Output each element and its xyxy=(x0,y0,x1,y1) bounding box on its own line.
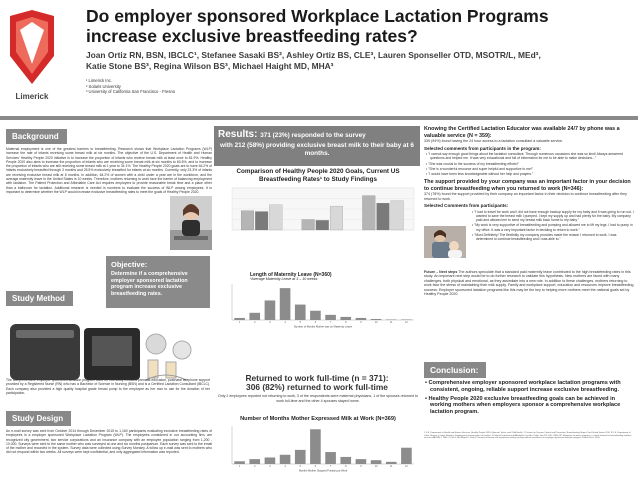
chart-2-bar xyxy=(340,317,351,320)
chart-1-bar xyxy=(377,203,390,230)
conclusion-section xyxy=(424,360,634,424)
chart-3-tick-label: 10 xyxy=(374,465,378,468)
returned-heading-2: 306 (82%) returned to work full-time xyxy=(246,382,388,392)
chart-3-tick-label: 1 xyxy=(238,465,241,468)
chart-3-bar xyxy=(325,452,336,464)
chart-3-bar xyxy=(265,457,276,464)
future-paragraph xyxy=(424,270,634,296)
design-text: An e-mail survey was sent from October 2014 through December 2015 to 1,160 participants evaluating exclusive breastfeeding rates of employees in a employer sponsored Workplace Lactation Program (WLP). The employees considered in our accounting firm, are recognized city government, two service corporations and an insurance company with an employee population ranging from 1,200 - 10,000. Surveys were sent to the same mother who was surveyed at one and six months postpartum. Each survey was sent to the email of the mother and recorded in the system. Survey data were collected using Survey Monkey. A follow up e-mail was sent to mothers who did not respond within two weeks. All surveys were kept confidential, and only aggregated information was reported. xyxy=(6,429,212,455)
results-line-1: 371 (23%) responded to the survey xyxy=(260,132,366,139)
affiliation-2: ² Solaris University xyxy=(86,83,121,89)
knowing-heading: Knowing the Certified Lactation Educator was available 24/7 by phone was a valuable service (N = 359): xyxy=(424,126,620,139)
mother-baby-photo xyxy=(424,226,466,258)
objective-text: Determine if a comprehensive employer sponsored lactation program increase exclusive breastfeeding rates. xyxy=(111,271,188,297)
quote-1: • "I cannot say enough good things about the lactation consultant. Through numerous occasions she was so kind! Always answered questions and helped me. It was very educational and full of information for me to be able to make decisions..." xyxy=(426,152,624,161)
chart-2-tick-label: 4 xyxy=(284,321,286,324)
design-section xyxy=(6,408,212,455)
chart-2-bar xyxy=(234,318,245,320)
chart-3-tick-label: 9 xyxy=(360,465,362,468)
design-heading: Study Design xyxy=(6,411,71,426)
chart-3-x-label: Months Mother Stopped Pumping at Work xyxy=(298,469,348,472)
chart-1-bar xyxy=(316,220,329,230)
quote-6: • "My work is very supportive of breastfeeding and pumping and allowed me to lift my legs. I had to pump in my office. It was a very important factor in deciding to return to work." xyxy=(472,223,633,232)
chart-3-bar xyxy=(280,455,291,464)
chart-2-subtitle: *Average Maternity Leave at 3 – 10 weeks xyxy=(250,277,318,281)
pump-kit-photo xyxy=(6,320,210,420)
chart-1-bar xyxy=(269,205,282,230)
chart-2-x-label: Number of Months Mother was on Maternity Leave xyxy=(293,325,353,328)
chart-3-tick-label: 6 xyxy=(314,465,317,468)
comparison-bar-chart xyxy=(218,186,418,236)
logo-mark-icon xyxy=(6,6,58,92)
chart-2-tick-label: 12 xyxy=(405,321,408,324)
affiliations xyxy=(86,78,386,95)
chart-2-bar xyxy=(265,300,276,320)
background-text: Maternal employment is one of the greatest barriers to breastfeeding. Research shows that Workplace Lactation Programs (WLP) increase the rate of infants receiving some breast milk at six months. The objective of the U.S. Department of Health and Human Services' Healthy People 2020 initiative is to increase the proportion of infants who receive breast milk at least once to 81.9%. Healthy People 2020 also aims to increase the proportion of infants who are receiving some breast milk at six months to 60.6%, and to increase the proportion of infants who are still receiving some breast milk at 1 year to 34.1%. The Healthy People 2020 goals are to have 46.2% of infants exclusively breastfed through 3 months and 25.5% exclusively breastfed for infants at six months. Currently, only 23.3% of infants are receiving exclusive breast milk at 6 months. In addition, 64.2% of women with a child under a year are in the workforce, and the average maternity leave in the United States is 10 weeks. Therefore, mothers returning to work face the barrier of balancing employment with lactation. The Patient Protection and Affordable Care Act requires employers to provide reasonable break time and a place other than a bathroom for lactation. Additional research is needed in numbers to evaluate the success of WLP among employees. It is important to determine whether the WLP would increase exclusive breastfeeding rates to meet the goals of Healthy People 2020. xyxy=(6,147,212,194)
chart-3-bar xyxy=(401,448,412,464)
chart-1-bar xyxy=(391,201,404,230)
chart-3-tick-label: 7 xyxy=(329,465,332,468)
objective-heading: Objective: xyxy=(111,260,148,269)
method-heading: Study Method xyxy=(6,291,73,306)
chart-1-bar xyxy=(241,211,254,230)
chart-2-bar xyxy=(249,313,260,320)
chart-2-tick-label: 7 xyxy=(329,321,332,324)
chart-2-tick-label: 3 xyxy=(269,321,271,324)
chart-3-bar xyxy=(356,459,367,464)
chart-1-bar xyxy=(302,220,315,231)
chart-3-bar xyxy=(310,429,321,464)
chart-3-bar xyxy=(386,462,397,464)
chart-2-tick-label: 6 xyxy=(314,321,317,324)
chart-3-tick-label: 3 xyxy=(269,465,271,468)
right-column xyxy=(424,126,634,241)
conclusion-item-2: • Healthy People 2020 exclusive breastfeeding goals can be achieved in working mothers when employers sponsor a comprehensive workplace lactation program. xyxy=(425,395,621,416)
chart-1-title: Comparison of Healthy People 2020 Goals, Current US Breastfeeding Rates¹ to Study Findings xyxy=(236,168,400,183)
future-heading: Future – Next steps xyxy=(424,270,458,274)
chart-3-bar xyxy=(371,460,382,464)
chart-1-bar xyxy=(362,196,375,230)
returned-heading xyxy=(214,374,420,392)
quote-7: • "Most Definitely! The flexibility my company provides made the reason I returned to work. I was determined to continue breastfeeding and I was able to." xyxy=(472,232,617,242)
returned-heading-1: Returned to work full-time (n = 371): xyxy=(245,373,389,383)
affiliation-1: ¹ Limerick Inc. xyxy=(86,78,113,83)
quote-2: • "She was crucial to the success of my breastfeeding efforts!" xyxy=(426,161,519,166)
chart-2-tick-label: 2 xyxy=(254,321,256,324)
working-mother-photo xyxy=(170,196,212,250)
selected-comments-heading: Selected comments from participants in the program: xyxy=(424,145,541,151)
future-text: The authors speculate that a standard paid maternity leave contributed to the high breastfeeding rates in this study. An important next step would be to do further research to validate this hypothesis. New mothers are faced with many challenges, both physical and emotional, as they assimilate into a new role. In addition to these challenges, mothers returning to work face the stress of maintaining their milk supply. Family and workplace support, education and resources improve breastfeeding success. Employer sponsored lactation programs like this may be the key to helping more mothers meet the national goals set by Healthy People 2020. xyxy=(424,270,634,297)
chart-3-bar xyxy=(234,461,245,464)
chart-2-bar xyxy=(356,318,367,320)
support-text: 374 (78%) found the support provided by their company an important factor in their decision to continue breastfeeding after they returned to work. xyxy=(424,192,627,201)
author-list: Joan Ortiz RN, BSN, IBCLC¹, Stefanee Sasaki BS², Ashley Ortiz BS, CLE³, Lauren Sponseller OTD, MSOTR/L, MEd³, Katie Stone BS³, Regina Wilson BS³, Michael Haight MD, MHA³ xyxy=(86,50,541,71)
results-heading: Results: xyxy=(218,129,258,140)
affiliation-3: ³ University of California San Francisco - Fresno xyxy=(86,89,176,95)
limerick-logo xyxy=(6,6,58,112)
logo-text: Limerick xyxy=(15,92,49,101)
chart-3-title: Number of Months Mother Expressed Milk at Work (N=369) xyxy=(240,416,396,422)
pumping-months-chart xyxy=(218,424,418,472)
chart-3-tick-label: 8 xyxy=(345,465,347,468)
method-text: The comprehensive employer sponsored lactation program used for this study included prenatal education, postnatal telephone support provided by a Registered Nurse (RN) who has a Bachelor of Science in Nursing (BSN) and is a Certified Lactation Consultant (IBCLC). Each company also provided a high quality hospital grade breast pump to the employee as her own to use for the duration of her participation. xyxy=(6,378,210,395)
results-box xyxy=(214,126,420,166)
chart-3-bar xyxy=(340,457,351,464)
chart-2-title: Length of Maternity Leave (N=360) xyxy=(250,272,332,278)
chart-2-bar xyxy=(386,319,397,320)
chart-2-tick-label: 8 xyxy=(345,321,347,324)
chart-2-bar xyxy=(401,319,412,320)
chart-2-bar xyxy=(280,288,291,320)
chart-2-tick-label: 10 xyxy=(374,321,378,324)
conclusion-item-1: • Comprehensive employer sponsored workplace lactation programs with consistent, ongoing, reliable support increase exclusive breastfeeding. xyxy=(425,380,621,393)
chart-3-bar xyxy=(249,459,260,464)
results-line-2: with 212 (58%) providing exclusive breast milk to their baby at 6 months. xyxy=(220,142,414,157)
chart-2-tick-label: 9 xyxy=(360,321,362,324)
maternity-leave-chart xyxy=(218,282,418,328)
chart-3-tick-label: 5 xyxy=(299,465,301,468)
header-divider xyxy=(0,116,638,120)
chart-2-tick-label: 1 xyxy=(238,321,241,324)
objective-box xyxy=(106,256,210,308)
chart-3-tick-label: 11 xyxy=(390,465,393,468)
returned-text: Only 2 employees reported not returning to work, 3 of the respondents were maternal physicians, 1 of the spouses returned to work full-time and the other 4 spouses stayed home. xyxy=(218,394,418,403)
results-heading-line xyxy=(214,126,420,142)
poster-header xyxy=(0,0,638,122)
chart-3-tick-label: 4 xyxy=(284,465,286,468)
chart-2-bar xyxy=(371,319,382,320)
conclusion-heading: Conclusion: xyxy=(424,362,486,378)
quote-4: • "I would have been less knowledgeable without her help and prayers." xyxy=(426,172,534,176)
chart-2-bar xyxy=(295,305,306,320)
support-heading: The support provided by your company was an important factor in your decision to continue breastfeeding when you returned to work (N=346): xyxy=(424,179,631,192)
background-heading: Background xyxy=(6,129,67,144)
chart-2-tick-label: 11 xyxy=(390,321,393,324)
method-section xyxy=(6,288,73,309)
references: 1 U.S. Department of Health and Human Services. Healthy People 2020. Maternal, Infant, and Child Health. 2 Centers for Disease Control and Prevention. Breastfeeding Report Card United States 2014. 3 U.S. Department of Labor, Bureau of Labor Statistics. Employment characteristics of families. 4 Patient Protection and Affordable Care Act. Public Law 111-148. 5 Mills SP. Workplace lactation programs: a critical element for breastfeeding mothers' success. AAOHN J. 2009. 6 Ortiz J, McGilligan K, Kelly P. Duration of breast milk expression among working mothers enrolled in an employer-sponsored lactation program. Pediatr Nurs. 2004. xyxy=(424,432,632,440)
chart-1-bar xyxy=(330,206,343,230)
poster-title: Do employer sponsored Workplace Lactation Programs increase exclusive breastfeeding rates? xyxy=(86,6,549,46)
knowing-text: 339 (94%) found having the 24 hour access to a lactation consultant a valuable service. xyxy=(424,139,564,144)
future-section xyxy=(424,270,634,296)
method-body xyxy=(6,378,210,395)
chart-1-bar xyxy=(255,212,268,230)
chart-3-bar xyxy=(295,450,306,464)
chart-3-tick-label: 2 xyxy=(254,465,256,468)
quote-5: • "I had to travel for work and I did not have enough backup supply for my baby and it was going to run out. I wanted to save the breast milk I pumped. I kept my supply up and had plenty for the baby. My company paid and allowed me to send my breast milk back home to my baby." xyxy=(472,209,634,223)
selected-comments-heading-2: Selected Comments from participants: xyxy=(424,203,509,209)
quote-3: • "She is a wonderful resource and super helpful and supportive to me!" xyxy=(426,166,534,171)
chart-2-bar xyxy=(310,311,321,320)
chart-2-tick-label: 5 xyxy=(299,321,301,324)
chart-3-tick-label: 12 xyxy=(405,465,408,468)
chart-2-bar xyxy=(325,315,336,320)
